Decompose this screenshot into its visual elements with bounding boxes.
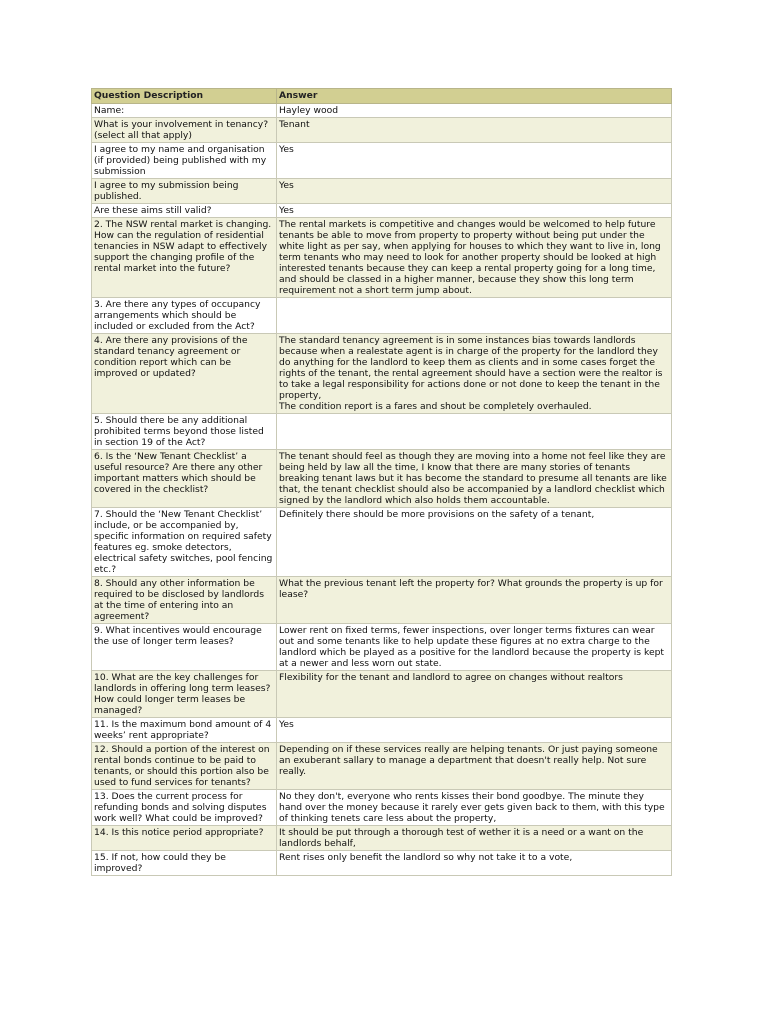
table-row [92, 204, 672, 218]
question-cell: Name: [92, 104, 277, 118]
question-cell: Are these aims still valid? [92, 204, 277, 218]
question-cell: What is your involvement in tenancy? (select all that apply) [92, 118, 277, 143]
table-row [92, 414, 672, 450]
table-row [92, 508, 672, 577]
answer-cell: Yes [277, 179, 672, 204]
table-header-row [92, 89, 672, 104]
question-cell: 13. Does the current process for refunding bonds and solving disputes work well? What could be improved? [92, 790, 277, 826]
question-cell: 5. Should there be any additional prohibited terms beyond those listed in section 19 of the Act? [92, 414, 277, 450]
table-row [92, 577, 672, 624]
question-cell: 14. Is this notice period appropriate? [92, 826, 277, 851]
question-answer-table [91, 88, 672, 876]
table-row [92, 851, 672, 876]
table-row [92, 826, 672, 851]
question-cell: 8. Should any other information be required to be disclosed by landlords at the time of entering into an agreement? [92, 577, 277, 624]
answer-cell: Flexibility for the tenant and landlord to agree on changes without realtors [277, 671, 672, 718]
question-cell: 3. Are there any types of occupancy arrangements which should be included or excluded from the Act? [92, 298, 277, 334]
table-row [92, 671, 672, 718]
answer-cell: Yes [277, 204, 672, 218]
answer-cell: Rent rises only benefit the landlord so why not take it to a vote, [277, 851, 672, 876]
question-cell: I agree to my name and organisation (if provided) being published with my submission [92, 143, 277, 179]
table-row [92, 118, 672, 143]
table-row [92, 790, 672, 826]
question-cell: 7. Should the ‘New Tenant Checklist’ include, or be accompanied by, specific information on required safety features eg. smoke detectors, electrical safety switches, pool fencing etc.? [92, 508, 277, 577]
question-cell: 10. What are the key challenges for landlords in offering long term leases? How could longer term leases be managed? [92, 671, 277, 718]
answer-cell: Lower rent on fixed terms, fewer inspections, over longer terms fixtures can wear out and some tenants like to help update these figures at no extra charge to the landlord which be played as a positive for the landlord because the property is kept at a newer and less worn out state. [277, 624, 672, 671]
answer-cell: Tenant [277, 118, 672, 143]
table-row [92, 718, 672, 743]
table-row [92, 298, 672, 334]
table-row [92, 143, 672, 179]
answer-cell: What the previous tenant left the property for? What grounds the property is up for lease? [277, 577, 672, 624]
answer-cell: Yes [277, 718, 672, 743]
table-row [92, 179, 672, 204]
answer-cell: Hayley wood [277, 104, 672, 118]
table-row [92, 743, 672, 790]
answer-cell: Definitely there should be more provisions on the safety of a tenant, [277, 508, 672, 577]
answer-cell: It should be put through a thorough test of wether it is a need or a want on the landlords behalf, [277, 826, 672, 851]
answer-cell: The tenant should feel as though they are moving into a home not feel like they are being held by law all the time, I know that there are many stories of tenants breaking tenant laws but it has become the standard to presume all tenants are like that, the tenant checklist should also be accompanied by a landlord checklist which signed by the landlord which also holds them accountable. [277, 450, 672, 508]
table-row [92, 450, 672, 508]
question-cell: I agree to my submission being published. [92, 179, 277, 204]
answer-cell: The rental markets is competitive and changes would be welcomed to help future tenants be able to move from property to property without being put under the white light as per say, when applying for houses to which they want to live in, long term tenants who may need to look for another property should be looked at high interested tenants because they can keep a rental property going for a long time, and should be classed in a higher manner, because they show this long term requirement not a short term jump about. [277, 218, 672, 298]
answer-cell [277, 298, 672, 334]
header-answer: Answer [277, 89, 672, 104]
table-row [92, 104, 672, 118]
answer-cell: The standard tenancy agreement is in some instances bias towards landlords because when a realestate agent is in charge of the property for the landlord they do anything for the landlord to keep them as clients and in some cases forget the rights of the tenant, the rental agreement should have a section were the realtor is to take a legal responsibility for actions done or not done to keep the tenant in the property, The condition report is a fares and shout be completely overhauled. [277, 334, 672, 414]
answer-cell: Yes [277, 143, 672, 179]
question-cell: 12. Should a portion of the interest on rental bonds continue to be paid to tenants, or should this portion also be used to fund services for tenants? [92, 743, 277, 790]
question-cell: 9. What incentives would encourage the use of longer term leases? [92, 624, 277, 671]
question-cell: 2. The NSW rental market is changing. How can the regulation of residential tenancies in NSW adapt to effectively support the changing profile of the rental market into the future? [92, 218, 277, 298]
question-cell: 15. If not, how could they be improved? [92, 851, 277, 876]
table-row [92, 334, 672, 414]
table-row [92, 624, 672, 671]
table-row [92, 218, 672, 298]
submission-document [91, 88, 671, 876]
answer-cell: Depending on if these services really are helping tenants. Or just paying someone an exuberant sallary to manage a department that doesn't really help. Not sure really. [277, 743, 672, 790]
answer-cell [277, 414, 672, 450]
question-cell: 4. Are there any provisions of the standard tenancy agreement or condition report which can be improved or updated? [92, 334, 277, 414]
question-cell: 6. Is the ‘New Tenant Checklist’ a useful resource? Are there any other important matters which should be covered in the checklist? [92, 450, 277, 508]
question-cell: 11. Is the maximum bond amount of 4 weeks’ rent appropriate? [92, 718, 277, 743]
header-question-description: Question Description [92, 89, 277, 104]
answer-cell: No they don't, everyone who rents kisses their bond goodbye. The minute they hand over the money because it rarely ever gets given back to them, with this type of thinking tenets care less about the property, [277, 790, 672, 826]
